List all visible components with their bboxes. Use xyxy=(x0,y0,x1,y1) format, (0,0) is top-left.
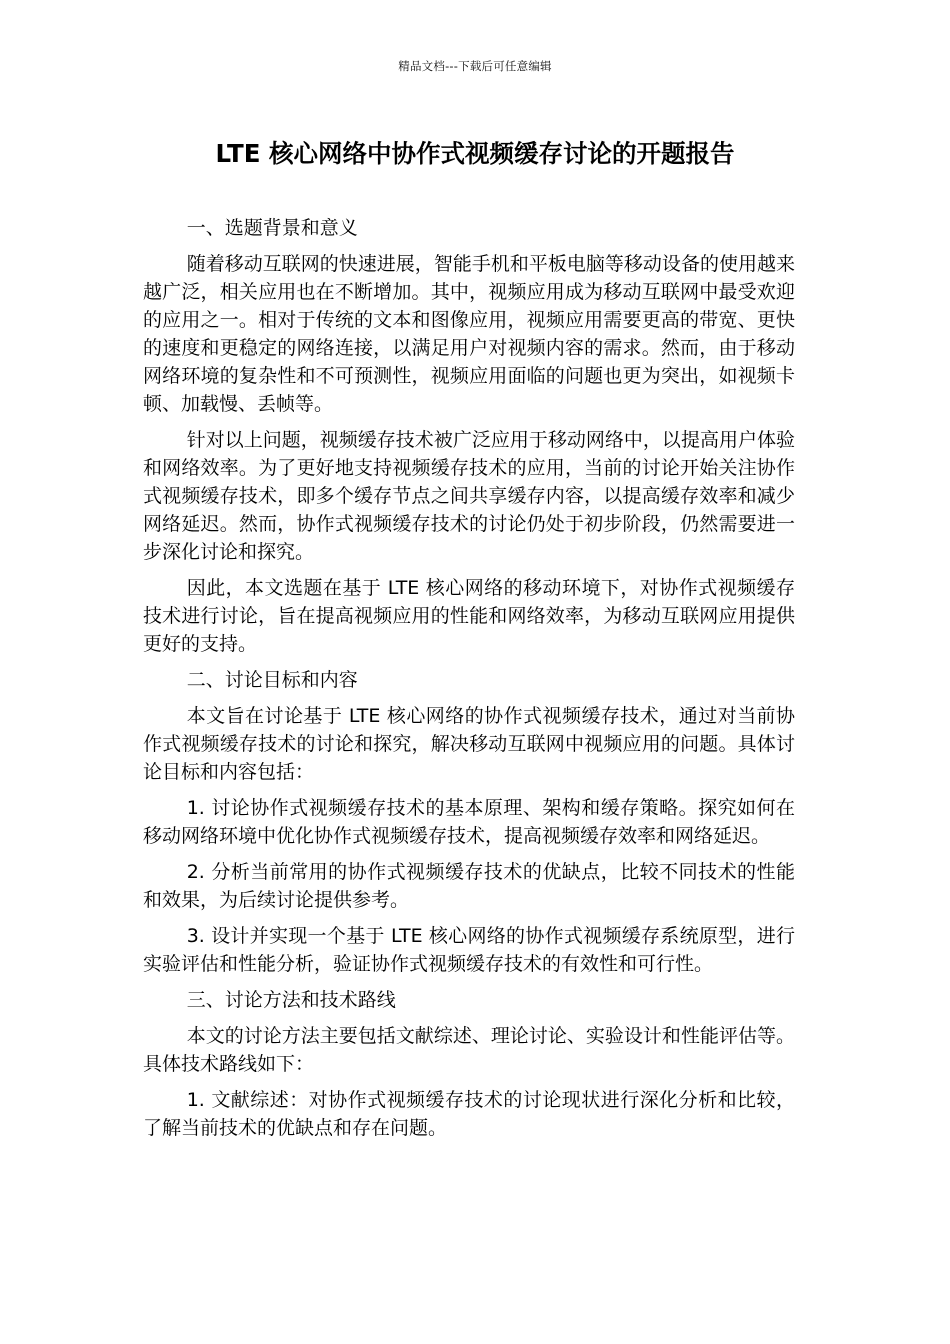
section-heading-goals: 二、讨论目标和内容 xyxy=(186,669,358,691)
document-title: LTE 核心网络中协作式视频缓存讨论的开题报告 xyxy=(215,139,735,168)
paragraph-background-2: 针对以上问题，视频缓存技术被广泛应用于移动网络中，以提高用户体验和网络效率。为了更好地支持视频缓存技术的应用，当前的讨论开始关注协作式视频缓存技术，即多个缓存节点之间共享缓存内容，以提高缓存效率和减少网络延迟。然而，协作式视频缓存技术的讨论仍处于初步阶段，仍然需要进一步深化讨论和探究。 xyxy=(143,429,795,563)
paragraph-background-3: 因此，本文选题在基于 LTE 核心网络的移动环境下，对协作式视频缓存技术进行讨论，旨在提高视频应用的性能和网络效率，为移动互联网应用提供更好的支持。 xyxy=(143,577,795,655)
list-item-goal-1: 1. 讨论协作式视频缓存技术的基本原理、架构和缓存策略。探究如何在移动网络环境中优化协作式视频缓存技术，提高视频缓存效率和网络延迟。 xyxy=(143,797,795,847)
section-heading-background: 一、选题背景和意义 xyxy=(186,217,358,239)
paragraph-goals-intro: 本文旨在讨论基于 LTE 核心网络的协作式视频缓存技术，通过对当前协作式视频缓存技术的讨论和探究，解决移动互联网中视频应用的问题。具体讨论目标和内容包括： xyxy=(143,705,795,783)
list-item-goal-2: 2. 分析当前常用的协作式视频缓存技术的优缺点，比较不同技术的性能和效果，为后续讨论提供参考。 xyxy=(143,861,795,911)
page-header-note: 精品文档---下载后可任意编辑 xyxy=(398,59,552,73)
section-heading-methods: 三、讨论方法和技术路线 xyxy=(186,989,396,1011)
list-item-method-1: 1. 文献综述：对协作式视频缓存技术的讨论现状进行深化分析和比较，了解当前技术的优缺点和存在问题。 xyxy=(143,1089,795,1139)
list-item-goal-3: 3. 设计并实现一个基于 LTE 核心网络的协作式视频缓存系统原型，进行实验评估和性能分析，验证协作式视频缓存技术的有效性和可行性。 xyxy=(143,925,795,975)
paragraph-methods-intro: 本文的讨论方法主要包括文献综述、理论讨论、实验设计和性能评估等。具体技术路线如下： xyxy=(143,1025,795,1075)
paragraph-background-1: 随着移动互联网的快速进展，智能手机和平板电脑等移动设备的使用越来越广泛，相关应用也在不断增加。其中，视频应用成为移动互联网中最受欢迎的应用之一。相对于传统的文本和图像应用，视频应用需要更高的带宽、更快的速度和更稳定的网络连接，以满足用户对视频内容的需求。然而，由于移动网络环境的复杂性和不可预测性，视频应用面临的问题也更为突出，如视频卡顿、加载慢、丢帧等。 xyxy=(143,253,795,415)
document-body xyxy=(143,214,795,1142)
